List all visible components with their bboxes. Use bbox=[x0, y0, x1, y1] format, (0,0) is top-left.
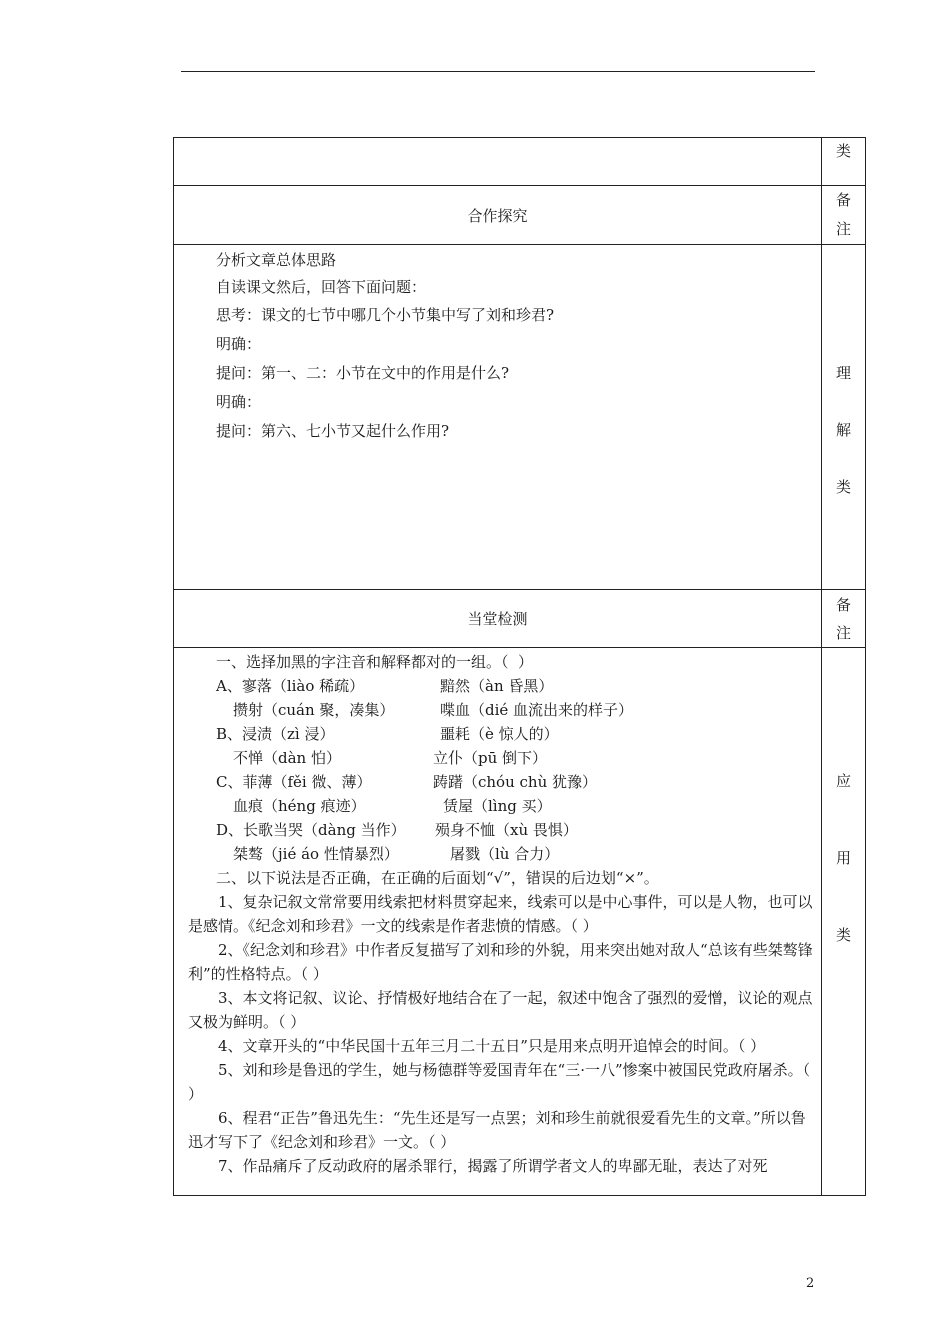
body-line: 提问：第一、二：小节在文中的作用是什么? bbox=[216, 364, 510, 382]
table-row-section1-body bbox=[174, 245, 866, 590]
section-body bbox=[174, 648, 822, 1196]
option-left: B、浸渍（zì 浸） bbox=[216, 725, 335, 743]
option-row bbox=[188, 674, 813, 698]
option-left: 攒射（cuán 聚，凑集） bbox=[233, 701, 395, 719]
option-right: 噩耗（è 惊人的） bbox=[440, 725, 559, 743]
body-line: 提问：第六、七小节又起什么作用? bbox=[216, 422, 450, 440]
category-char: 类 bbox=[835, 926, 851, 944]
table-row-top bbox=[174, 138, 866, 186]
remarks-char: 备 bbox=[835, 595, 851, 614]
option-row bbox=[188, 770, 813, 794]
option-left: 桀骜（jié áo 性情暴烈） bbox=[233, 845, 399, 863]
body-line: 思考：课文的七节中哪几个小节集中写了刘和珍君? bbox=[216, 306, 555, 324]
category-char: 用 bbox=[835, 849, 851, 867]
question-title: 二、以下说法是否正确，在正确的后面划“√”，错误的后边划“×”。 bbox=[216, 869, 659, 887]
table-row-section1-heading bbox=[174, 186, 866, 245]
option-right: 屠戮（lù 合力） bbox=[450, 845, 560, 863]
option-left: 血痕（héng 痕迹） bbox=[233, 797, 366, 815]
statement: 1、复杂记叙文常常要用线索把材料贯穿起来，线索可以是中心事件，可以是人物，也可以是感情。《纪念刘和珍君》一文的线索是作者悲愤的情感。（ ） bbox=[188, 893, 813, 935]
side-label: 类 bbox=[835, 142, 851, 160]
table-row-section2-heading bbox=[174, 590, 866, 648]
body-line: 分析文章总体思路 bbox=[216, 251, 337, 269]
option-left: C、菲薄（fěi 微、薄） bbox=[216, 773, 372, 791]
body-line: 明确： bbox=[216, 335, 262, 353]
question-title: 一、选择加黑的字注音和解释都对的一组。（ ） bbox=[216, 653, 534, 671]
option-left: 不惮（dàn 怕） bbox=[233, 749, 341, 767]
option-left: A、寥落（liào 稀疏） bbox=[216, 677, 365, 695]
table-row-section2-body bbox=[174, 648, 866, 1196]
lesson-table bbox=[173, 137, 866, 1196]
option-row bbox=[188, 818, 813, 842]
remarks-char: 备 bbox=[835, 191, 851, 209]
option-right: 赁屋（lìng 买） bbox=[443, 797, 552, 815]
section-heading: 合作探究 bbox=[174, 186, 822, 245]
option-row bbox=[188, 746, 813, 770]
option-row bbox=[188, 794, 813, 818]
category-char: 解 bbox=[835, 421, 851, 439]
category-char: 类 bbox=[835, 478, 851, 496]
remarks-cell bbox=[822, 186, 866, 245]
category-cell bbox=[822, 245, 866, 590]
statement: 6、程君“正告”鲁迅先生：“先生还是写一点罢；刘和珍生前就很爱看先生的文章。”所以鲁迅才写下了《纪念刘和珍君》一文。（ ） bbox=[188, 1109, 806, 1151]
option-right: 黯然（àn 昏黑） bbox=[440, 677, 554, 695]
option-left: D、长歌当哭（dàng 当作） bbox=[216, 821, 406, 839]
section-body bbox=[174, 245, 822, 590]
remarks-char: 注 bbox=[835, 220, 851, 238]
statement: 5、刘和珍是鲁迅的学生，她与杨德群等爱国青年在“三·一八”惨案中被国民党政府屠杀。（ ） bbox=[188, 1061, 811, 1103]
statement: 2、《纪念刘和珍君》中作者反复描写了刘和珍的外貌，用来突出她对敌人“总该有些桀骜锋利”的性格特点。（ ） bbox=[188, 941, 813, 983]
option-right: 殒身不恤（xù 畏惧） bbox=[435, 821, 578, 839]
statement: 4、文章开头的“中华民国十五年三月二十五日”只是用来点明开追悼会的时间。（ ） bbox=[218, 1037, 766, 1055]
section-heading: 当堂检测 bbox=[174, 590, 822, 648]
option-row bbox=[188, 842, 813, 866]
category-cell bbox=[822, 648, 866, 1196]
body-line: 明确： bbox=[216, 393, 262, 411]
option-row bbox=[188, 698, 813, 722]
remarks-char: 注 bbox=[835, 623, 851, 642]
option-right: 喋血（dié 血流出来的样子） bbox=[440, 701, 634, 719]
page-number: 2 bbox=[806, 1276, 815, 1291]
body-line: 自读课文然后，回答下面问题： bbox=[216, 278, 427, 296]
statement: 3、本文将记叙、议论、抒情极好地结合在了一起，叙述中饱含了强烈的爱憎，议论的观点又极为鲜明。（ ） bbox=[188, 989, 813, 1031]
category-char: 应 bbox=[835, 772, 851, 790]
option-right: 踌躇（chóu chù 犹豫） bbox=[433, 773, 598, 791]
option-right: 立仆（pū 倒下） bbox=[433, 749, 548, 767]
remarks-cell bbox=[822, 590, 866, 648]
top-content-cell bbox=[174, 138, 822, 186]
category-char: 理 bbox=[835, 364, 851, 382]
option-row bbox=[188, 722, 813, 746]
header-rule bbox=[181, 71, 815, 72]
statement: 7、作品痛斥了反动政府的屠杀罪行，揭露了所谓学者文人的卑鄙无耻，表达了对死 bbox=[218, 1157, 768, 1175]
top-side-cell bbox=[822, 138, 866, 186]
